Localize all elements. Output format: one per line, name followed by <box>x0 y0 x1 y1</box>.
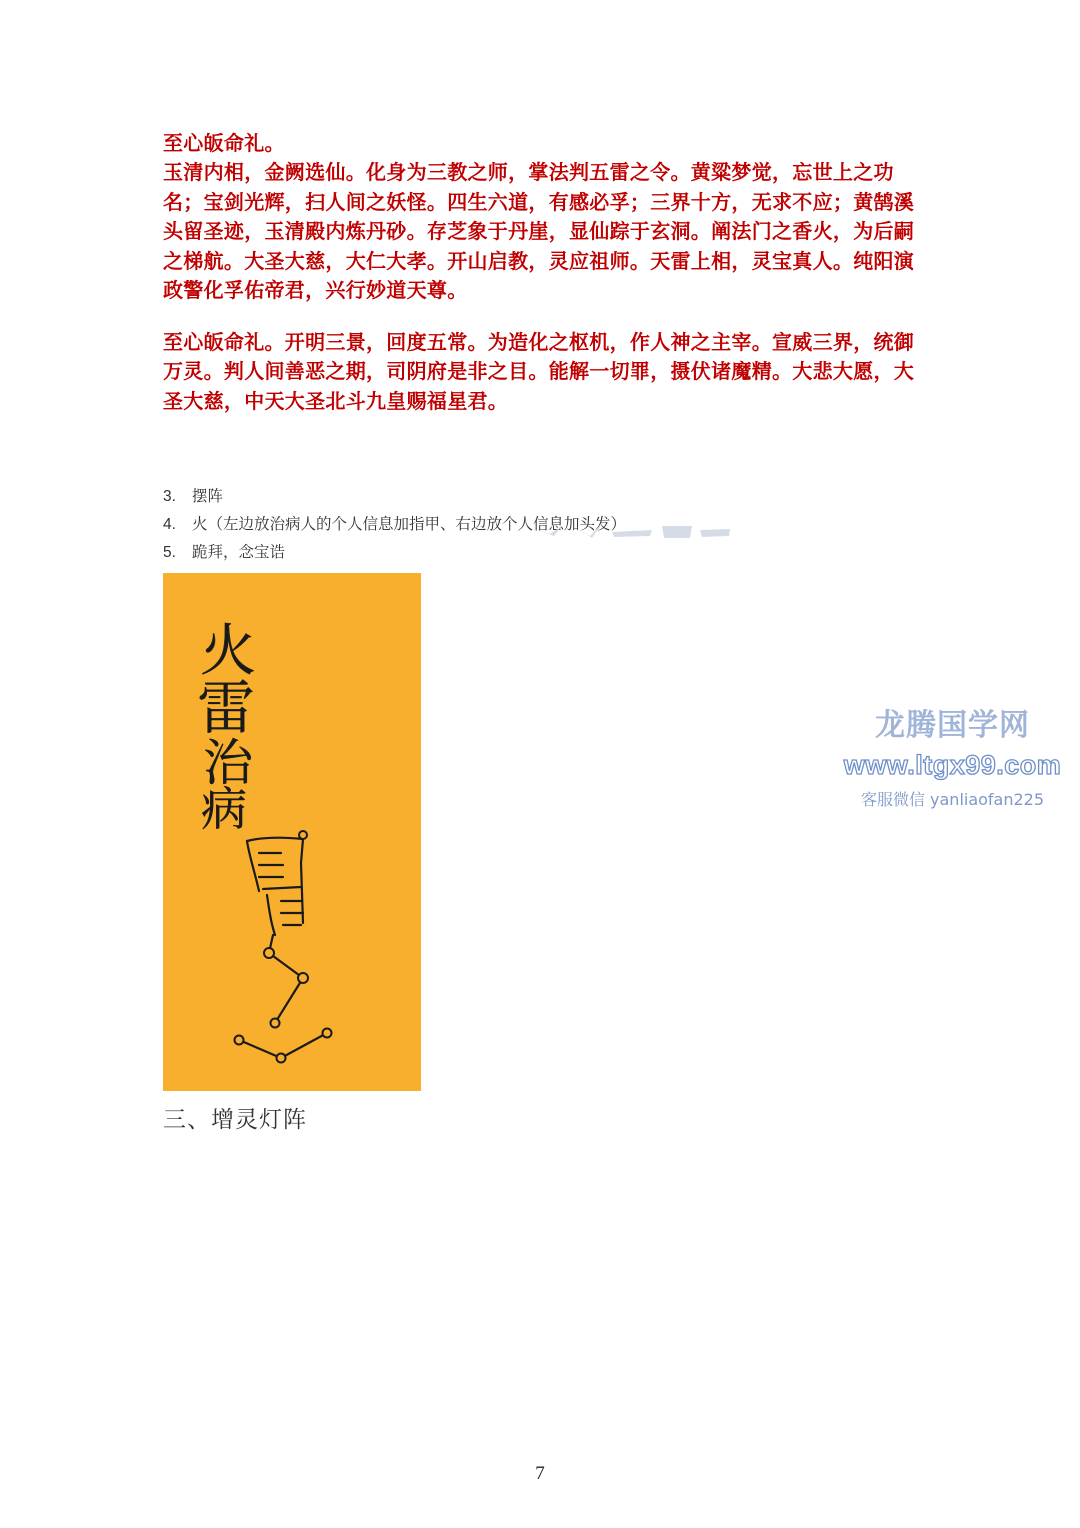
blurred-watermark-fragment <box>532 518 732 542</box>
prayer-text: 至心皈命礼。开明三景，回度五常。为造化之枢机，作人神之主宰。宣威三界，统御万灵。判人间善恶之期，司阴府是非之目。能解一切罪，摄伏诸魔精。大悲大愿，大圣大慈，中天大圣北斗九皇赐福星君。 <box>163 330 915 413</box>
talisman-drawing <box>163 573 421 1091</box>
talisman-image <box>163 573 421 1091</box>
watermark-title: 龙腾国学网 <box>875 708 1030 743</box>
step-item <box>163 482 626 510</box>
prayer-block-1 <box>163 129 923 305</box>
prayer-heading: 至心皈命礼。 <box>163 131 285 155</box>
watermark-url: www.ltgx99.com <box>843 750 1062 780</box>
section-heading: 三、增灵灯阵 <box>163 1107 307 1133</box>
watermark-contact: 客服微信 yanliaofan225 <box>860 790 1045 809</box>
step-text: 摆阵 <box>192 487 224 505</box>
step-text: 跪拜，念宝诰 <box>192 543 286 561</box>
step-text: 火（左边放治病人的个人信息加指甲、右边放个人信息加头发） <box>192 515 627 533</box>
site-watermark <box>830 700 1075 810</box>
talisman-glyph: 治 <box>203 734 253 792</box>
talisman-glyph: 火 <box>200 619 256 684</box>
step-item <box>163 538 626 566</box>
step-number: 4. <box>163 516 176 533</box>
talisman-glyph: 病 <box>201 782 247 836</box>
prayer-text: 玉清内相，金阙选仙。化身为三教之师，掌法判五雷之令。黄粱梦觉，忘世上之功名；宝剑光辉，扫人间之妖怪。四生六道，有感必孚；三界十方，无求不应；黄鹄溪头留圣迹，玉清殿内炼丹砂。存芝象于丹崖，显仙踪于玄洞。阐法门之香火，为后嗣之梯航。大圣大慈，大仁大孝。开山启教，灵应祖师。天雷上相，灵宝真人。纯阳演政警化孚佑帝君，兴行妙道天尊。 <box>163 160 915 303</box>
step-number: 3. <box>163 488 176 505</box>
talisman-glyph: 雷 <box>196 674 255 742</box>
step-number: 5. <box>163 544 176 561</box>
prayer-block-2 <box>163 328 923 416</box>
page-number: 7 <box>535 1463 545 1484</box>
